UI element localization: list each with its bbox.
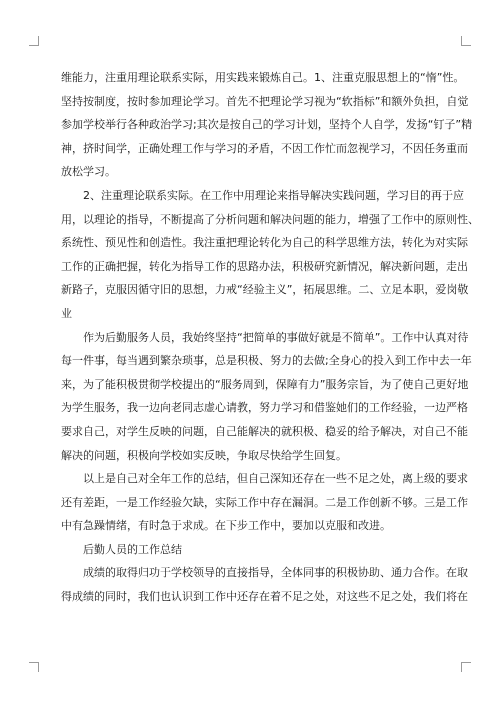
text-line: 神，挤时间学，正确处理工作与学习的矛盾，不因工作忙而忽视学习，不因任务重而: [61, 141, 468, 155]
text-line: 要求自己，对学生反映的问题，自己能解决的就积极、稳妥的给予解决，对自己不能: [61, 424, 468, 438]
text-line: 维能力，注重用理论联系实际，用实践来锻炼自己。1、注重克服思想上的“惰”性。: [61, 71, 465, 84]
crop-mark-bottom-right: [461, 662, 471, 672]
text-line: 解决的问题，积极向学校如实反映，争取尽快给学生回复。: [61, 448, 347, 462]
text-line: 参加学校举行各种政治学习;其次是按自己的学习计划，坚持个人自学，发扬“钉子”精: [61, 118, 473, 132]
text-line: 还有差距，一是工作经验欠缺，实际工作中存在漏洞。二是工作创新不够。三是工作: [61, 495, 468, 509]
crop-mark-bottom-left: [29, 662, 39, 672]
text-line: 2、注重理论联系实际。在工作中用理论来指导解决实践问题，学习目的再于应: [83, 188, 464, 202]
text-line: 新路子，克服因循守旧的思想，力戒“经验主义”，拓展思维。二、立足本职，爱岗敬: [61, 283, 469, 297]
text-line: 每一件事，每当遇到繁杂琐事，总是积极、努力的去做;全身心的投入到工作中去一年: [61, 354, 472, 368]
text-line: 得成绩的同时，我们也认识到工作中还存在着不足之处，对这些不足之处，我们将在: [61, 590, 468, 604]
text-line: 系统性、预见性和创造性。我注重把理论转化为自己的科学思维方法，转化为对实际: [61, 236, 468, 250]
text-line: 来，为了能积极贯彻学校提出的“服务周到，保障有力”服务宗旨，为了使自己更好地: [61, 377, 469, 391]
text-line: 为学生服务，我一边向老同志虚心请教，努力学习和借鉴她们的工作经验，一边严格: [61, 401, 468, 415]
text-line: 放松学习。: [61, 165, 116, 179]
crop-mark-top-left: [29, 36, 39, 46]
text-line: 工作的正确把握，转化为指导工作的思路办法，积极研究新情况，解决新问题，走出: [61, 259, 468, 273]
crop-mark-top-right: [461, 36, 471, 46]
text-line: 坚持按制度，按时参加理论学习。首先不把理论学习视为“软指标”和额外负担，自觉: [61, 94, 469, 108]
text-line: 中有急躁情绪，有时急于求成。在下步工作中，要加以克服和改进。: [61, 519, 391, 533]
text-line: 成绩的取得归功于学校领导的直接指导，全体同事的积极协助、通力合作。在取: [83, 566, 468, 580]
text-line: 业: [61, 306, 72, 320]
text-line: 以上是自己对全年工作的总结，但自己深知还存在一些不足之处，离上级的要求: [83, 472, 468, 486]
text-line: 用，以理论的指导，不断提高了分析问题和解决问题的能力，增强了工作中的原则性、: [61, 212, 479, 226]
text-line: 后勤人员的工作总结: [83, 542, 182, 556]
text-line: 作为后勤服务人员，我始终坚持“把简单的事做好就是不简单”。工作中认真对待: [83, 330, 469, 344]
document-body: [61, 66, 479, 609]
